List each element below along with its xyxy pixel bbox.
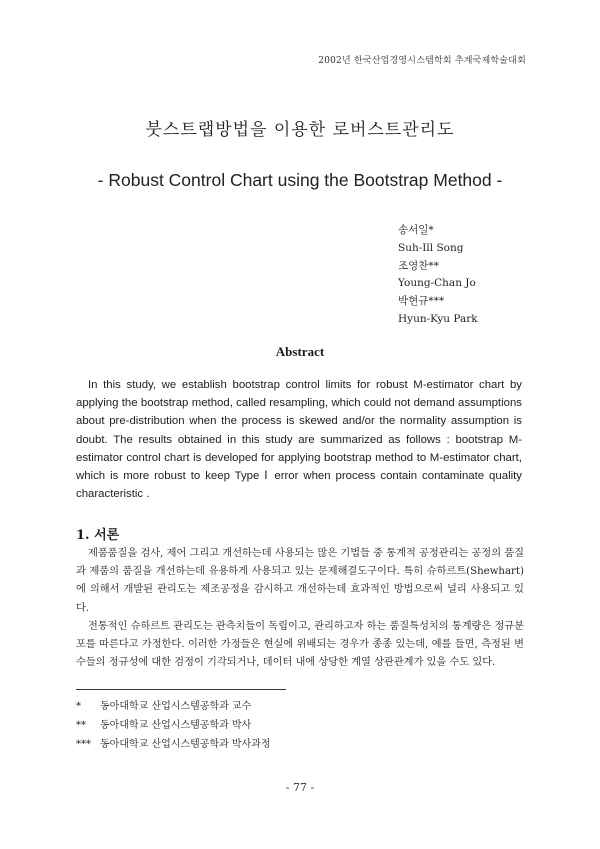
page-number: - 77 - bbox=[285, 781, 315, 794]
conference-header: 2002년 한국산업경영시스템학회 추계국제학술대회 bbox=[318, 56, 526, 66]
body-paragraph: 제품품질을 검사, 제어 그리고 개선하는데 사용되는 많은 기법들 중 통계적 공정관리는 공정의 품질과 제품의 품질을 개선하는데 유용하게 사용되고 있는 문제해결도구이다. 특히 슈하르트(Shewhart)에 의해서 개발된 관리도는 제조공정을 감시하고 개선하는데 효과적인 방법으로써 널리 사용되고 있다. bbox=[76, 548, 524, 614]
footnote-mark: ** bbox=[76, 720, 86, 731]
footnote-mark: * bbox=[76, 701, 81, 712]
footnote bbox=[76, 735, 271, 754]
body-paragraph: 전통적인 슈하르트 관리도는 관측치들이 독립이고, 관리하고자 하는 품질특성치의 통계량은 정규분포를 따른다고 가정한다. 이러한 가정들은 현실에 위배되는 경우가 종종 있는데, 예를 들면, 측정된 변수들의 정규성에 대한 검정이 기각되거나, 데이터 내에 상당한 계열 상관관계가 있을 수도 있다. bbox=[76, 620, 524, 669]
author-list bbox=[398, 222, 478, 329]
title-korean: 붓스트랩방법을 이용한 로버스트관리도 bbox=[145, 120, 455, 140]
abstract-heading: Abstract bbox=[275, 344, 325, 359]
footnote bbox=[76, 716, 271, 735]
footnote-mark: *** bbox=[76, 739, 91, 750]
author-name-english: Suh-Ill Song bbox=[398, 241, 464, 254]
abstract-body bbox=[76, 376, 522, 503]
author-name-korean: 송서일* bbox=[398, 224, 434, 236]
footnote-divider bbox=[76, 689, 286, 690]
footnote-text: 동아대학교 산업시스템공학과 박사과정 bbox=[100, 739, 271, 750]
footnotes bbox=[76, 697, 271, 754]
abstract-paragraph: In this study, we establish bootstrap control limits for robust M-estimator chart by applying the bootstrap method, called resampling, which could not demand assumptions about pre-distribution when the process is skewed and/or the normality assumption is doubt. The results obtained in this study are summarized as follows : bootstrap M-estimator control chart is developed for applying bootstrap method to M-estimator chart, which is more robust to keep Type Ⅰ error when process contain contaminate quality characteristic . bbox=[76, 379, 522, 501]
footnote-text: 동아대학교 산업시스템공학과 교수 bbox=[100, 701, 252, 712]
author-name-english: Young-Chan Jo bbox=[398, 277, 476, 290]
footnote-text: 동아대학교 산업시스템공학과 박사 bbox=[100, 720, 252, 731]
author-name-korean: 조영찬** bbox=[398, 259, 439, 272]
section-heading-introduction: 1. 서론 bbox=[76, 528, 120, 543]
author-name-english: Hyun-Kyu Park bbox=[398, 312, 478, 325]
title-english: - Robust Control Chart using the Bootstrap Method - bbox=[97, 170, 503, 190]
section-body bbox=[76, 545, 524, 672]
author-name-korean: 박현규*** bbox=[398, 295, 445, 308]
footnote bbox=[76, 697, 271, 716]
